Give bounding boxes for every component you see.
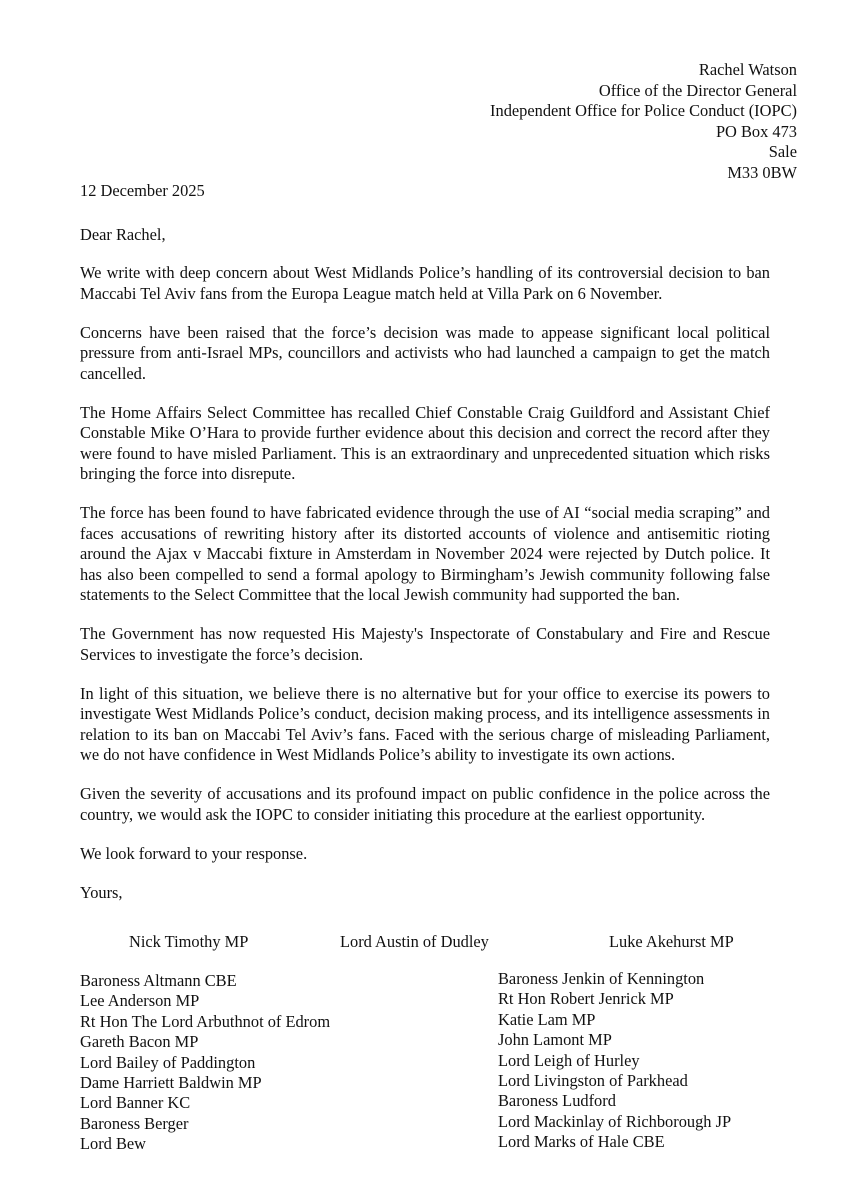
signatory: Lord Bailey of Paddington [80, 1052, 256, 1072]
signatory: Lord Livingston of Parkhead [498, 1070, 688, 1090]
lead-signatory-2: Lord Austin of Dudley [340, 932, 489, 951]
signatory: Lord Bew [80, 1134, 147, 1154]
signatory: Dame Harriett Baldwin MP [80, 1072, 262, 1092]
signatory: Lord Marks of Hale CBE [498, 1132, 665, 1152]
signatory: Gareth Bacon MP [80, 1032, 199, 1052]
signatories-right-column [498, 969, 731, 1153]
recipient-organisation: Independent Office for Police Conduct (IOPC) [490, 101, 797, 120]
paragraph-2: Concerns have been raised that the force’s decision was made to appease significant local political pressure from anti-Israel MPs, councillors and activists who had launched a campaign to get the match cancelled. [80, 322, 770, 383]
recipient-office: Office of the Director General [598, 80, 797, 100]
paragraph-8: We look forward to your response. [80, 843, 308, 863]
paragraph-5: The Government has now requested His Majesty's Inspectorate of Constabulary and Fire and Rescue Services to investigate the force’s decision. [80, 624, 770, 664]
paragraph-6: In light of this situation, we believe there is no alternative but for your office to exercise its powers to investigate West Midlands Police’s conduct, decision making process, and its intelligence assessments in relation to its ban on Maccabi Tel Aviv’s fans. Faced with the serious charge of misleading Parliament, we do not have confidence in West Midlands Police’s ability to investigate its own actions. [80, 683, 770, 764]
lead-signatory-1: Nick Timothy MP [129, 932, 249, 951]
signatory: Baroness Ludford [498, 1091, 616, 1111]
signatory: Lord Banner KC [80, 1093, 191, 1113]
recipient-name: Rachel Watson [698, 60, 797, 79]
recipient-postcode: M33 0BW [727, 162, 797, 182]
paragraph-3: The Home Affairs Select Committee has recalled Chief Constable Craig Guildford and Assistant Chief Constable Mike O’Hara to provide further evidence about this decision and correct the record after they were found to have misled Parliament. This is an extraordinary and unprecedented situation which risks bringing the force into disrepute. [80, 402, 770, 483]
signatory: Lee Anderson MP [80, 991, 200, 1011]
paragraph-1: We write with deep concern about West Midlands Police’s handling of its controversial decision to ban Maccabi Tel Aviv fans from the Europa League match held at Villa Park on 6 November. [80, 263, 770, 303]
paragraph-4: The force has been found to have fabricated evidence through the use of AI “social media scraping” and faces accusations of rewriting history after its distorted accounts of violence and antisemitic rioting around the Ajax v Maccabi fixture in Amsterdam in November 2024 were rejected by Dutch police. It has also been compelled to send a formal apology to Birmingham’s Jewish community following false statements to the Select Committee that the local Jewish community had supported the ban. [80, 503, 770, 604]
signatory: Baroness Jenkin of Kennington [498, 969, 705, 988]
letter-body [80, 263, 770, 922]
signatory: Baroness Altmann CBE [80, 971, 237, 990]
recipient-address [490, 60, 797, 183]
recipient-po-box: PO Box 473 [715, 121, 797, 141]
signatory: Lord Leigh of Hurley [498, 1050, 640, 1070]
signatory: Baroness Berger [80, 1113, 189, 1133]
signatory: Rt Hon Robert Jenrick MP [498, 989, 674, 1009]
letter-date: 12 December 2025 [80, 181, 205, 200]
recipient-town: Sale [768, 142, 797, 161]
closing: Yours, [80, 882, 123, 902]
signatory: Katie Lam MP [498, 1009, 596, 1029]
salutation: Dear Rachel, [80, 225, 166, 244]
signatories-left-column [80, 971, 330, 1155]
signatory: John Lamont MP [498, 1030, 612, 1050]
signatory: Lord Mackinlay of Richborough JP [498, 1111, 732, 1131]
paragraph-7: Given the severity of accusations and its profound impact on public confidence in the police across the country, we would ask the IOPC to consider initiating this procedure at the earliest opportunity. [80, 784, 770, 824]
lead-signatory-3: Luke Akehurst MP [609, 932, 734, 951]
signatory: Rt Hon The Lord Arbuthnot of Edrom [80, 1011, 331, 1031]
